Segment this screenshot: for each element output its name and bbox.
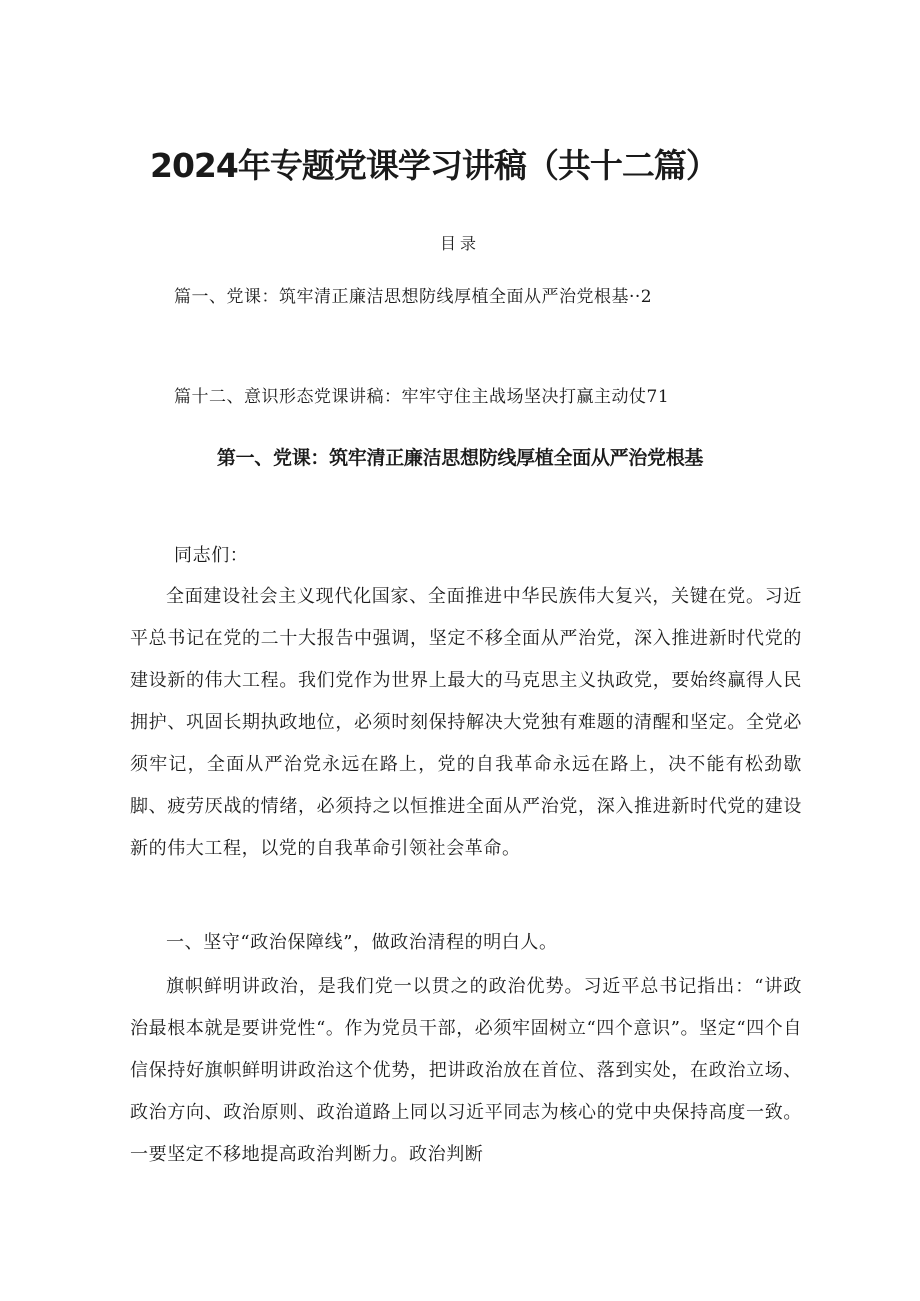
body-paragraph: 全面建设社会主义现代化国家、全面推进中华民族伟大复兴，关键在党。习近平总书记在党的二十大报告中强调，坚定不移全面从严治党，深入推进新时代党的建设新的伟大工程。我们党作为世界上最大的马克思主义执政党，要始终赢得人民拥护、巩固长期执政地位，必须时刻保持解决大党独有难题的清醒和坚定。全党必须牢记，全面从严治党永远在路上，党的自我革命永远在路上，决不能有松劲歇脚、疲劳厌战的情绪，必须持之以恒推进全面从严治党，深入推进新时代党的建设新的伟大工程，以党的自我革命引领社会革命。	[130, 586, 802, 859]
body-paragraph: 旗帜鲜明讲政治，是我们党一以贯之的政治优势。习近平总书记指出：“讲政治最根本就是要讲党性“。作为党员干部，必须牢固树立“四个意识”。坚定“四个自信保持好旗帜鲜明讲政治这个优势，把讲政治放在首位、落到实处，在政治立场、政治方向、政治原则、政治道路上同以习近平同志为核心的党中央保持高度一致。一要坚定不移地提高政治判断力。政治判断	[130, 976, 802, 1165]
toc-item-12[interactable]: 篇十二、意识形态党课讲稿：牢牢守住主战场坚决打赢主动仗71	[174, 387, 670, 407]
salutation: 同志们：	[174, 545, 249, 566]
subsection-heading: 一、坚守“政治保障线”，做政治清程的明白人。	[166, 932, 558, 953]
section-title: 第一、党课：筑牢清正廉洁思想防线厚植全面从严治党根基	[216, 447, 704, 469]
toc-heading: 目录	[439, 234, 480, 253]
toc-item-1[interactable]: 篇一、党课：筑牢清正廉洁思想防线厚植全面从严治党根基··2	[174, 287, 653, 307]
document-title: 2024年专题党课学习讲稿（共十二篇）	[150, 146, 718, 185]
